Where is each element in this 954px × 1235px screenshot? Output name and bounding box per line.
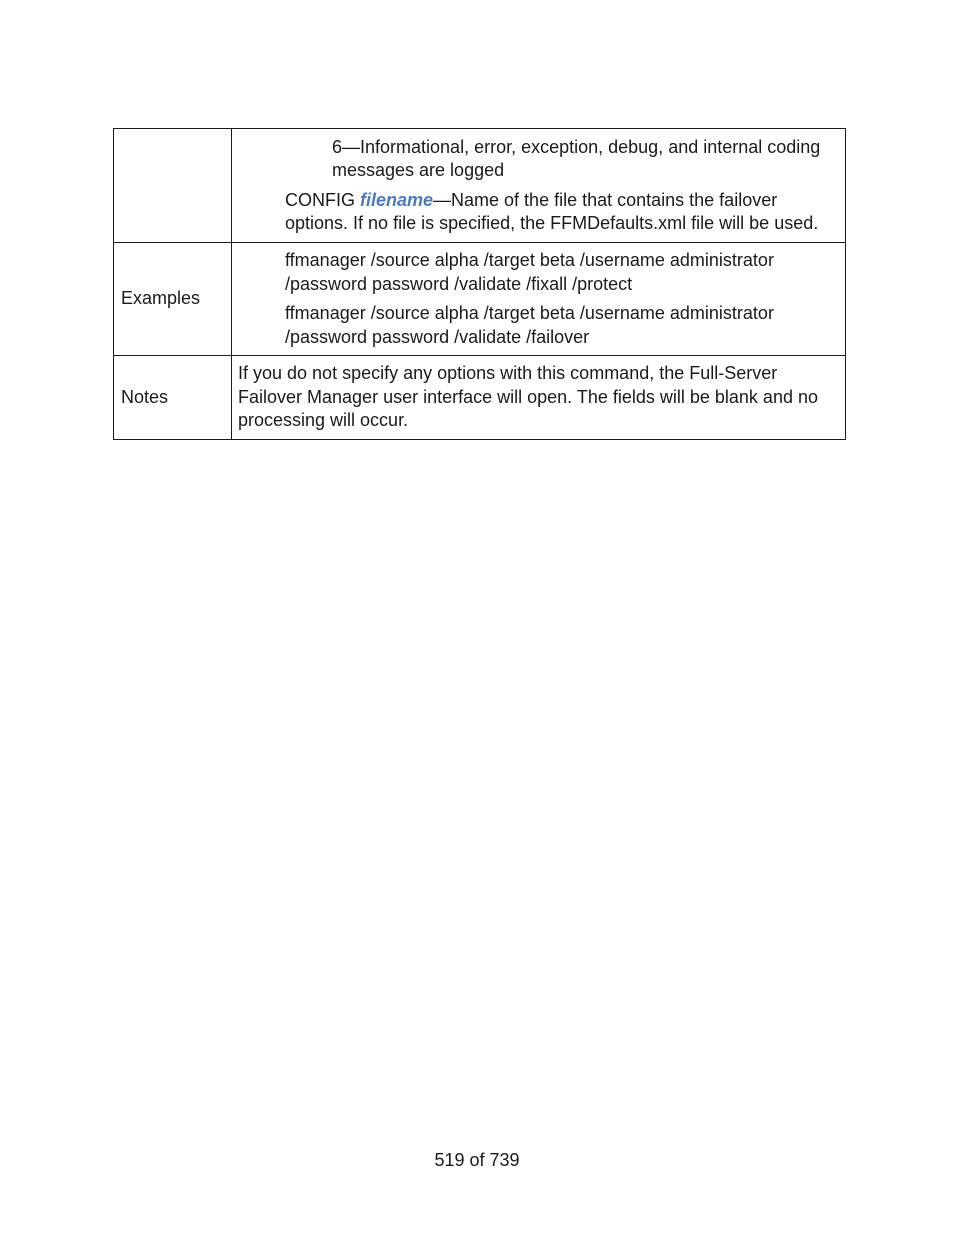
config-option-description (232, 189, 845, 236)
example-command-1: ffmanager /source alpha /target beta /username administrator /password password /validate /fixall /protect (285, 250, 774, 294)
example-command-2: ffmanager /source alpha /target beta /username administrator /password password /validate /failover (285, 303, 774, 347)
row-label-cell (114, 243, 232, 356)
command-reference-table (113, 128, 846, 440)
config-description: —Name of the file that contains the failover options. If no file is specified, the FFMDefaults.xml file will be used. (285, 189, 819, 233)
log-level-6-description: 6—Informational, error, exception, debug, and internal coding messages are logged (332, 136, 821, 180)
notes-text: If you do not specify any options with this command, the Full-Server Failover Manager user interface will open. The fields will be blank and no processing will occur. (238, 363, 818, 431)
row-content-cell (232, 129, 846, 243)
config-keyword: CONFIG (285, 189, 360, 210)
row-label-cell (114, 356, 232, 440)
notes-label: Notes (121, 386, 169, 407)
filename-variable: filename (360, 189, 434, 210)
row-content-cell (232, 356, 846, 440)
page-number: 519 of 739 (434, 1150, 520, 1170)
table-row (114, 243, 846, 356)
row-content-cell (232, 243, 846, 356)
table-row (114, 356, 846, 440)
examples-label: Examples (121, 288, 201, 309)
table-row (114, 129, 846, 243)
row-label-cell (114, 129, 232, 243)
